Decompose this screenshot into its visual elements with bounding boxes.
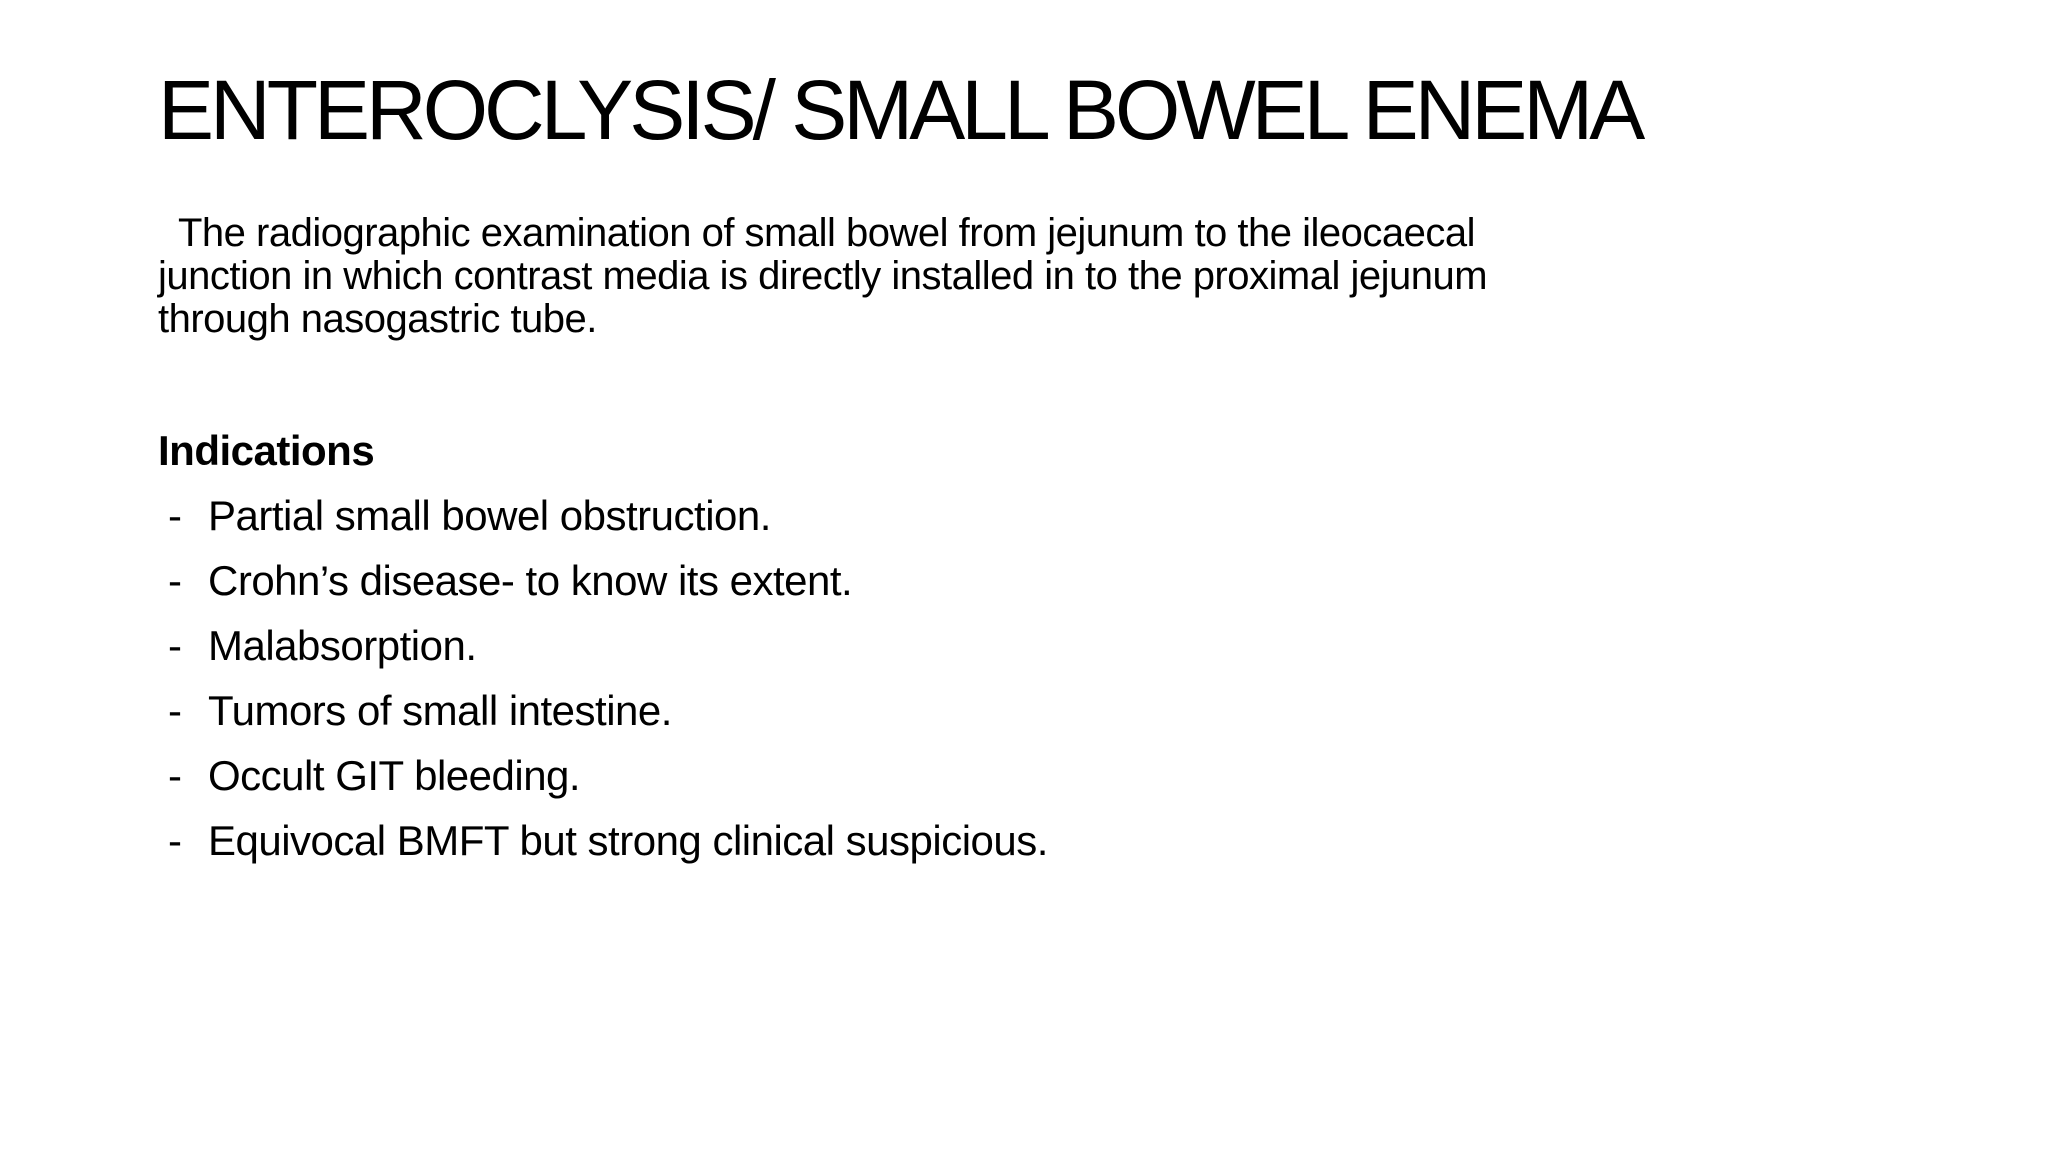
list-item <box>158 488 1048 553</box>
intro-line: through nasogastric tube. <box>158 297 597 341</box>
intro-line: junction in which contrast media is directly installed in to the proximal jejunum <box>158 254 1488 298</box>
list-item-text: Occult GIT bleeding. <box>208 752 581 799</box>
list-item-text: Crohn’s disease- to know its extent. <box>208 557 853 604</box>
list-item <box>158 618 1048 683</box>
list-item <box>158 683 1048 748</box>
bullet-dash: - <box>168 557 182 604</box>
list-item-text: Partial small bowel obstruction. <box>208 492 771 539</box>
bullet-dash: - <box>168 687 182 734</box>
list-item-text: Tumors of small intestine. <box>208 687 672 734</box>
bullet-dash: - <box>168 492 182 539</box>
indications-list <box>158 488 1048 878</box>
intro-paragraph <box>158 212 1858 341</box>
list-item <box>158 813 1048 878</box>
intro-line: The radiographic examination of small bowel from jejunum to the ileocaecal <box>178 211 1476 255</box>
list-item <box>158 748 1048 813</box>
bullet-dash: - <box>168 817 182 864</box>
list-item <box>158 553 1048 618</box>
list-item-text: Equivocal BMFT but strong clinical suspicious. <box>208 817 1048 864</box>
slide-title: ENTEROCLYSIS/ SMALL BOWEL ENEMA <box>158 63 1642 157</box>
indications-heading: Indications <box>158 427 375 474</box>
bullet-dash: - <box>168 622 182 669</box>
list-item-text: Malabsorption. <box>208 622 477 669</box>
bullet-dash: - <box>168 752 182 799</box>
